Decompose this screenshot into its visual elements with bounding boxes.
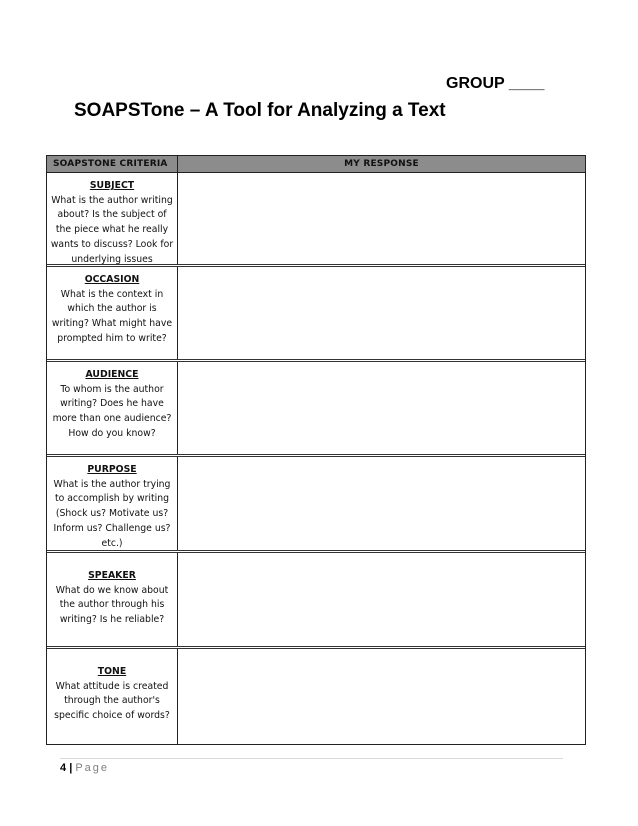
response-cell-occasion[interactable] (178, 267, 585, 359)
criteria-cell (47, 173, 178, 264)
criteria-line: underlying issues (71, 253, 153, 265)
criteria-line: writing? What might have (51, 318, 173, 330)
criteria-line: writing? Is he reliable? (59, 614, 165, 626)
table-row-subject (47, 173, 585, 267)
response-cell-speaker[interactable] (178, 553, 585, 646)
footer-separator: | (69, 762, 73, 774)
group-label: GROUP ____ (446, 75, 545, 92)
column-header-criteria: SOAPSTONE CRITERIA (47, 156, 178, 172)
page-word: Page (75, 762, 110, 774)
criteria-line: What attitude is created (55, 680, 169, 692)
response-cell-audience[interactable] (178, 362, 585, 454)
criteria-line: about? Is the subject of (57, 209, 167, 221)
page-footer (60, 762, 109, 774)
criteria-line: the author through his (59, 599, 165, 611)
criteria-line: specific choice of words? (54, 710, 170, 722)
criteria-line: What is the author trying (53, 478, 171, 490)
criteria-label: PURPOSE (87, 464, 137, 475)
response-cell-purpose[interactable] (178, 457, 585, 550)
footer-divider (60, 758, 563, 759)
criteria-line: prompted him to write? (57, 332, 167, 344)
table-row-speaker (47, 553, 585, 649)
criteria-label: OCCASION (84, 274, 140, 285)
criteria-line: Inform us? Challenge us? (53, 522, 171, 534)
criteria-cell (47, 457, 178, 550)
criteria-line: What do we know about (55, 584, 169, 596)
criteria-cell (47, 267, 178, 359)
table-body (47, 173, 585, 744)
column-header-response: MY RESPONSE (344, 159, 419, 169)
soapstone-table (46, 155, 586, 745)
response-cell-subject[interactable] (178, 173, 585, 264)
criteria-line: To whom is the author (60, 383, 164, 395)
criteria-line: etc.) (101, 537, 123, 549)
criteria-label: TONE (97, 666, 127, 677)
criteria-line: What is the context in (60, 288, 164, 300)
page-title: SOAPSTone – A Tool for Analyzing a Text (74, 100, 446, 121)
criteria-label: SPEAKER (88, 570, 136, 581)
criteria-line: through the author's (64, 695, 160, 707)
table-header (47, 156, 585, 173)
table-row-purpose (47, 457, 585, 553)
criteria-cell (47, 362, 178, 454)
criteria-label: SUBJECT (89, 180, 135, 191)
criteria-line: more than one audience? (52, 413, 172, 425)
table-row-audience (47, 362, 585, 457)
criteria-line: (Shock us? Motivate us? (55, 508, 169, 520)
page-number: 4 (60, 762, 67, 774)
criteria-line: How do you know? (68, 427, 156, 439)
criteria-cell (47, 649, 178, 744)
criteria-label: AUDIENCE (85, 369, 139, 380)
table-row-occasion (47, 267, 585, 362)
table-row-tone (47, 649, 585, 744)
criteria-cell (47, 553, 178, 646)
response-cell-tone[interactable] (178, 649, 585, 744)
criteria-line: writing? Does he have (60, 398, 164, 410)
criteria-line: to accomplish by writing (54, 493, 170, 505)
criteria-line: the piece what he really (55, 224, 169, 236)
criteria-line: wants to discuss? Look for (50, 238, 174, 250)
criteria-line: which the author is (67, 303, 157, 315)
criteria-line: What is the author writing (51, 194, 173, 206)
